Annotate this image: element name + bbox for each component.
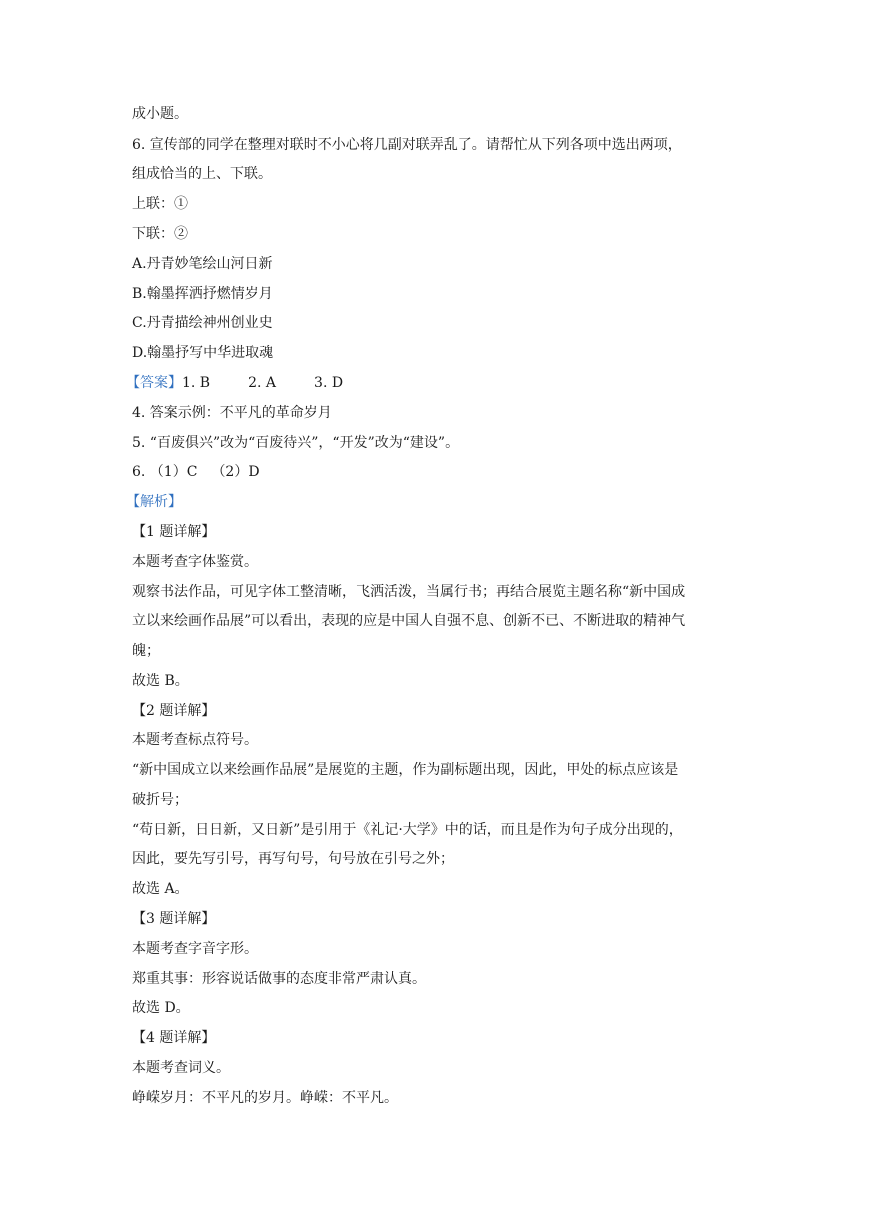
- detail-1-line: 本题考查字体鉴赏。: [132, 554, 258, 570]
- detail-3-line: 郑重其事：形容说话做事的态度非常严肃认真。: [132, 971, 426, 987]
- answer-row: [126, 373, 343, 393]
- detail-3-line: 故选 D。: [132, 1000, 190, 1016]
- q6-line2: 组成恰当的上、下联。: [132, 166, 272, 182]
- detail-2-heading: 【2 题详解】: [132, 703, 216, 719]
- answer-5: 5. “百废俱兴”改为“百废待兴”，“开发”改为“建设”。: [132, 435, 460, 451]
- answer-tag: 【答案】: [126, 375, 182, 391]
- detail-1-heading: 【1 题详解】: [132, 524, 216, 540]
- analysis-tag: 【解析】: [126, 494, 182, 510]
- detail-2-line: “新中国成立以来绘画作品展”是展览的主题，作为副标题出现，因此，甲处的标点应该是: [132, 762, 679, 778]
- q6-line1: 6. 宣传部的同学在整理对联时不小心将几副对联弄乱了。请帮忙从下列各项中选出两项，: [132, 137, 682, 153]
- detail-2-line: “苟日新，日日新，又日新”是引用于《礼记·大学》中的话，而且是作为句子成分出现的，: [132, 822, 683, 838]
- answer-2: 2. A: [248, 375, 277, 391]
- answer-3: 3. D: [314, 375, 344, 391]
- q6-option-d: D.翰墨抒写中华进取魂: [132, 345, 274, 361]
- detail-2-line: 破折号；: [132, 792, 188, 808]
- detail-4-line: 峥嵘岁月：不平凡的岁月。峥嵘：不平凡。: [132, 1090, 398, 1106]
- detail-2-line: 故选 A。: [132, 881, 189, 897]
- answer-1: 1. B: [182, 375, 211, 391]
- q6-lower: 下联：②: [132, 226, 188, 242]
- answer-6-part1: 6. （1）C: [132, 464, 198, 480]
- q6-option-a: A.丹青妙笔绘山河日新: [132, 256, 273, 272]
- detail-1-line: 魄；: [132, 643, 160, 659]
- detail-2-line: 因此，要先写引号，再写句号，句号放在引号之外；: [132, 851, 454, 867]
- answer-4: 4. 答案示例：不平凡的革命岁月: [132, 405, 332, 421]
- q6-upper: 上联：①: [132, 196, 188, 212]
- detail-3-heading: 【3 题详解】: [132, 911, 216, 927]
- detail-4-heading: 【4 题详解】: [132, 1030, 216, 1046]
- intro-tail: 成小题。: [132, 106, 188, 122]
- detail-1-line: 观察书法作品，可见字体工整清晰，飞洒活泼，当属行书；再结合展览主题名称“新中国成: [132, 584, 686, 600]
- answer-6-part2: （2）D: [211, 464, 260, 480]
- q6-option-b: B.翰墨挥洒抒燃情岁月: [132, 286, 273, 302]
- detail-3-line: 本题考查字音字形。: [132, 941, 258, 957]
- detail-4-line: 本题考查词义。: [132, 1060, 230, 1076]
- detail-2-line: 本题考查标点符号。: [132, 732, 258, 748]
- detail-1-line: 故选 B。: [132, 673, 189, 689]
- detail-1-line: 立以来绘画作品展”可以看出，表现的应是中国人自强不息、创新不已、不断进取的精神气: [132, 613, 686, 629]
- answer-6: [132, 462, 260, 482]
- q6-option-c: C.丹青描绘神州创业史: [132, 315, 273, 331]
